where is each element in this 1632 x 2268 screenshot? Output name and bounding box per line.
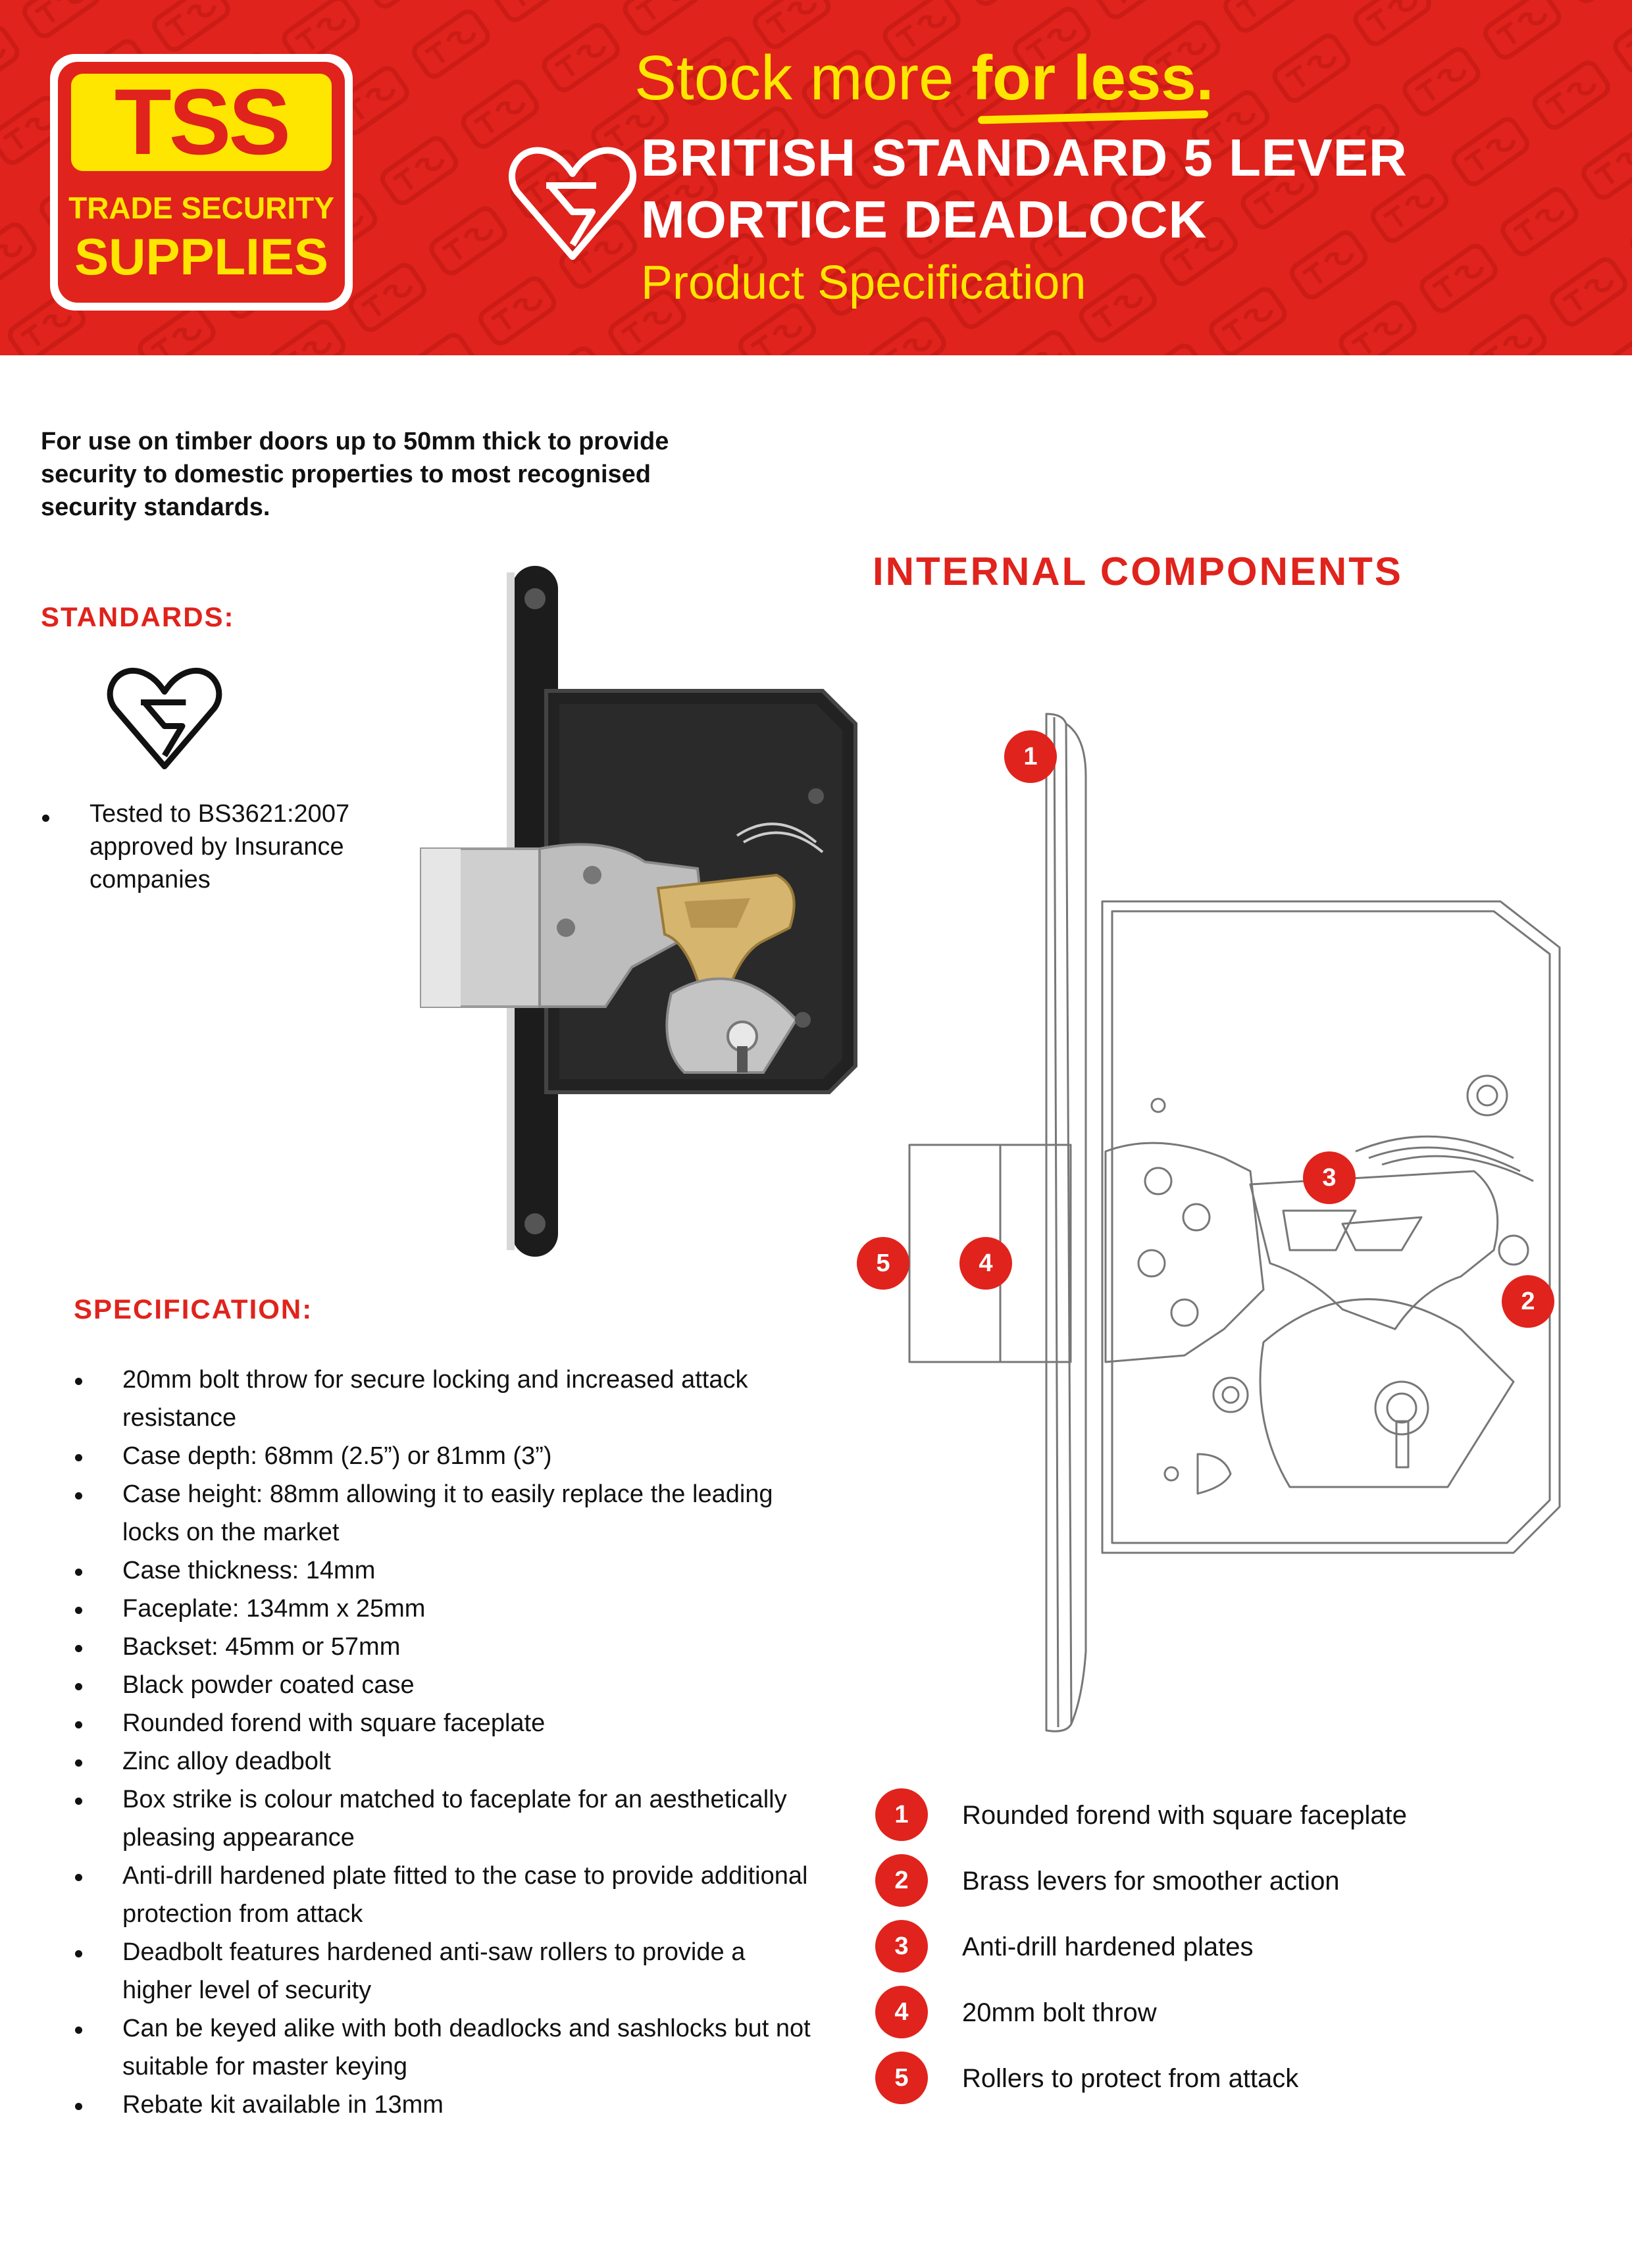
standards-list <box>42 797 411 896</box>
spec-item: 20mm bolt throw for secure locking and increased attack resistance <box>75 1361 812 1437</box>
logo-line1: TRADE SECURITY <box>68 191 334 225</box>
components-legend <box>875 1788 1599 2117</box>
spec-item: Backset: 45mm or 57mm <box>75 1628 812 1666</box>
spec-item: Deadbolt features hardened anti-saw rollers to provide a higher level of security <box>75 1933 812 2009</box>
kitemark-standard-icon <box>105 658 224 776</box>
spec-item: Case height: 88mm allowing it to easily replace the leading locks on the market <box>75 1475 812 1551</box>
legend-text: Rounded forend with square faceplate <box>962 1801 1408 1830</box>
spec-item: Rebate kit available in 13mm <box>75 2086 812 2124</box>
logo-mark: TSS <box>71 74 332 171</box>
deadlock-product-photo <box>408 559 934 1263</box>
legend-number: 3 <box>875 1920 928 1973</box>
legend-item <box>875 1920 1599 1986</box>
component-badge-4: 4 <box>959 1237 1012 1290</box>
lock-line-drawing <box>882 697 1579 1750</box>
spec-item: Black powder coated case <box>75 1666 812 1704</box>
legend-number: 2 <box>875 1854 928 1907</box>
spec-item: Faceplate: 134mm x 25mm <box>75 1590 812 1628</box>
tss-logo[interactable] <box>50 54 353 311</box>
component-badge-1: 1 <box>1004 730 1057 783</box>
legend-item <box>875 1788 1599 1854</box>
internal-components-heading: INTERNAL COMPONENTS <box>873 549 1403 593</box>
legend-text: Anti-drill hardened plates <box>962 1932 1254 1961</box>
kitemark-icon <box>507 139 638 265</box>
legend-number: 1 <box>875 1788 928 1841</box>
title-line1: BRITISH STANDARD 5 LEVER <box>641 128 1408 187</box>
legend-number: 4 <box>875 1986 928 2038</box>
subtitle: Product Specification <box>641 257 1086 309</box>
legend-text: Brass levers for smoother action <box>962 1867 1340 1896</box>
spec-item: Can be keyed alike with both deadlocks and sashlocks but not suitable for master keying <box>75 2009 812 2086</box>
component-badge-5: 5 <box>857 1237 909 1290</box>
spec-item: Rounded forend with square faceplate <box>75 1704 812 1742</box>
spec-item: Case depth: 68mm (2.5”) or 81mm (3”) <box>75 1437 812 1475</box>
spec-item: Zinc alloy deadbolt <box>75 1742 812 1780</box>
legend-item <box>875 1986 1599 2052</box>
title-line2: MORTICE DEADLOCK <box>641 190 1208 249</box>
component-badge-2: 2 <box>1502 1275 1554 1328</box>
internal-components-diagram <box>876 697 1579 1750</box>
standards-item: Tested to BS3621:2007 approved by Insurance companies <box>42 797 411 896</box>
logo-line2: SUPPLIES <box>74 228 328 286</box>
spec-item: Case thickness: 14mm <box>75 1551 812 1590</box>
spec-item: Anti-drill hardened plate fitted to the case to provide additional protection from attack <box>75 1857 812 1933</box>
intro-text: For use on timber doors up to 50mm thick to provide security to domestic properties to most recognised security standards. <box>41 428 669 521</box>
legend-item <box>875 1854 1599 1920</box>
header-banner <box>0 0 1632 355</box>
legend-text: 20mm bolt throw <box>962 1998 1157 2027</box>
legend-text: Rollers to protect from attack <box>962 2064 1299 2093</box>
specification-heading: SPECIFICATION: <box>74 1294 313 1324</box>
component-badge-3: 3 <box>1303 1151 1356 1204</box>
specification-list <box>75 1361 812 2124</box>
legend-number: 5 <box>875 2052 928 2104</box>
standards-heading: STANDARDS: <box>41 601 235 632</box>
spec-item: Box strike is colour matched to faceplate for an aesthetically pleasing appearance <box>75 1780 812 1857</box>
legend-item <box>875 2052 1599 2117</box>
tagline: Stock more for less. <box>634 43 1214 113</box>
